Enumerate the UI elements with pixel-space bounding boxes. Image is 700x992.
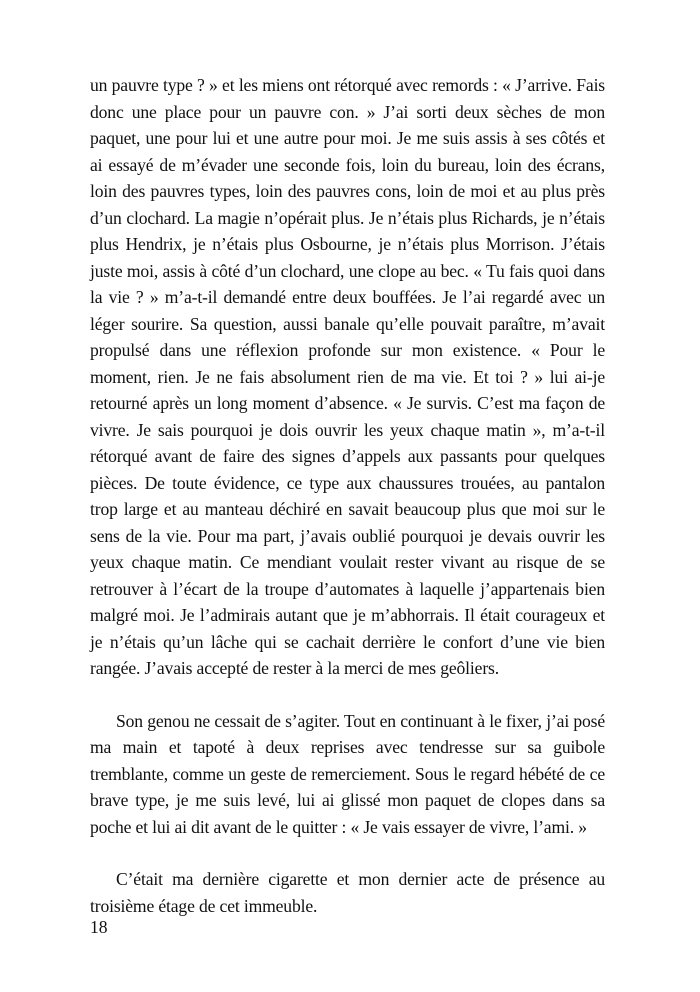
- page-number: 18: [90, 917, 108, 937]
- paragraph-2: Son genou ne cessait de s’agiter. Tout en continuant à le fixer, j’ai posé ma main et tapoté à deux reprises avec tendresse sur sa guibole tremblante, comme un geste de remerciement. Sous le regard hébété de ce brave type, je me suis levé, lui ai glissé mon paquet de clopes dans sa poche et lui ai dit avant de le quitter : « Je vais essayer de vivre, l’ami. »: [90, 710, 605, 837]
- paragraph-1: un pauvre type ? » et les miens ont rétorqué avec remords : « J’arrive. Fais donc une place pour un pauvre con. » J’ai sorti deux sèches de mon paquet, une pour lui et une autre pour moi. Je me suis assis à ses côtés et ai essayé de m’évader une seconde fois, loin du bureau, loin des écrans, loin des pauvres types, loin des pauvres cons, loin de moi et au plus près d’un clochard. La magie n’opérait plus. Je n’étais plus Richards, je n’étais plus Hendrix, je n’étais plus Osbourne, je n’étais plus Morrison. J’étais juste moi, assis à côté d’un clochard, une clope au bec. « Tu fais quoi dans la vie ? » m’a-t-il demandé entre deux bouffées. Je l’ai regardé avec un léger sourire. Sa question, aussi banale qu’elle pouvait paraître, m’avait propulsé dans une réflexion profonde sur mon existence. « Pour le moment, rien. Je ne fais absolument rien de ma vie. Et toi ? » lui ai-je retourné après un long moment d’absence. « Je survis. C’est ma façon de vivre. Je sais pourquoi je dois ouvrir les yeux chaque matin », m’a-t-il rétorqué avant de faire des signes d’appels aux passants pour quelques pièces. De toute évidence, ce type aux chaussures trouées, au pantalon trop large et au manteau déchiré en savait beaucoup plus que moi sur le sens de la vie. Pour ma part, j’avais oublié pourquoi je devais ouvrir les yeux chaque matin. Ce mendiant voulait rester vivant au risque de se retrouver à l’écart de la troupe d’automates à laquelle j’appartenais bien malgré moi. Je l’admirais autant que je m’abhorrais. Il était courageux et je n’étais qu’un lâche qui se cachait derrière le confort d’une vie bien rangée. J’avais accepté de rester à la merci de mes geôliers.: [90, 75, 605, 678]
- body-text: [90, 72, 605, 919]
- paragraph-3: C’était ma dernière cigarette et mon dernier acte de présence au troisième étage de cet immeuble.: [90, 869, 605, 916]
